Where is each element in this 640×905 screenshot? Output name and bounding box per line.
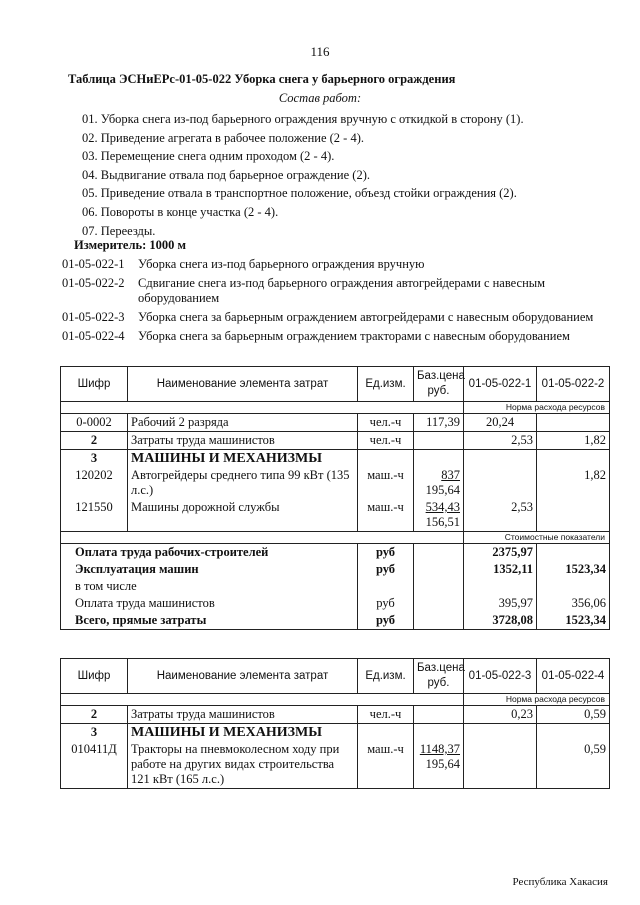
code-item [62,329,602,344]
code-desc: Сдвигание снега из-под барьерного ограждения автогрейдерами с навесным оборудованием [138,276,546,305]
cost-unit: руб [358,561,414,578]
row-value-1 [464,741,537,789]
cost-row [61,544,610,562]
row-value-1 [464,467,537,499]
row-value-2: 1,82 [537,432,610,450]
row-price [414,467,464,499]
cost-value-2: 356,06 [537,595,610,612]
work-item: 05. Приведение отвала в транспортное положение, объезд стойки ограждения (2). [82,186,517,201]
cost-unit: руб [358,612,414,630]
code-item [62,310,602,325]
work-item: 07. Переезды. [82,223,156,238]
resource-table-1 [60,366,610,630]
cost-name: Оплата труда машинистов [61,595,358,612]
row-code: 121550 [61,499,128,532]
section-row [61,724,610,742]
cost-unit: руб [358,595,414,612]
row-price [414,741,464,789]
row-unit: чел.-ч [358,706,414,724]
norm-subheader-row [61,694,610,706]
row-name: Затраты труда машинистов [128,432,358,450]
section-code: 3 [61,724,128,742]
work-item: 04. Выдвигание отвала под барьерное ограждение (2). [82,167,370,182]
row-value-2 [537,414,610,432]
works-list [82,110,524,240]
code-id: 01-05-022-2 [62,276,125,290]
col-header-variant-2: 01-05-022-2 [537,367,610,402]
table-row [61,741,610,789]
code-id: 01-05-022-4 [62,329,125,343]
table-title: Таблица ЭСНиЕРс-01-05-022 Уборка снега у барьерного ограждения [68,72,456,86]
price-wage: 195,64 [425,757,460,771]
code-desc: Уборка снега из-под барьерного ограждения вручную [138,257,425,271]
cost-name: Оплата труда рабочих-строителей [61,544,358,562]
row-unit: чел.-ч [358,414,414,432]
row-value-1: 2,53 [464,432,537,450]
row-unit: чел.-ч [358,432,414,450]
cost-row [61,561,610,578]
cost-value-2: 1523,34 [537,561,610,578]
table-row [61,432,610,450]
table-header-row [61,659,610,694]
row-name: Рабочий 2 разряда [128,414,358,432]
page-number: 116 [310,44,330,59]
row-name: Машины дорожной службы [128,499,358,532]
col-header-price: Баз.цена руб. [414,367,464,402]
row-value-2: 0,59 [537,741,610,789]
code-item [62,276,602,306]
row-price [414,432,464,450]
resource-table-2 [60,658,610,789]
col-header-variant-3: 01-05-022-3 [464,659,537,694]
code-list [62,257,602,348]
cost-value-1: 395,97 [464,595,537,612]
row-value-1: 0,23 [464,706,537,724]
cost-value-1: 2375,97 [464,544,537,562]
price-wage: 195,64 [425,483,460,497]
cost-unit: руб [358,544,414,562]
cost-name: в том числе [61,578,358,595]
work-item: 02. Приведение агрегата в рабочее положение (2 - 4). [82,130,365,145]
footer-region: Республика Хакасия [512,876,608,888]
row-unit: маш.-ч [358,499,414,532]
row-value-2 [537,499,610,532]
cost-value-2: 1523,34 [537,612,610,630]
row-code: 2 [61,706,128,724]
norm-label: Норма расхода ресурсов [464,402,610,414]
section-title: МАШИНЫ И МЕХАНИЗМЫ [128,450,358,468]
code-id: 01-05-022-3 [62,310,125,324]
cost-name: Всего, прямые затраты [61,612,358,630]
price-base: 1148,37 [419,742,460,756]
code-desc: Уборка снега за барьерным ограждением тракторами с навесным оборудованием [138,329,570,343]
cost-value-1: 3728,08 [464,612,537,630]
col-header-unit: Ед.изм. [358,367,414,402]
row-price [414,706,464,724]
table-row [61,467,610,499]
price-base: 534,43 [425,500,460,514]
section-title: МАШИНЫ И МЕХАНИЗМЫ [128,724,358,742]
col-header-price: Баз.цена руб. [414,659,464,694]
price-wage: 156,51 [425,515,460,529]
cost-value-2 [537,544,610,562]
code-desc: Уборка снега за барьерным ограждением автогрейдерами с навесным оборудованием [138,310,594,324]
row-value-1: 2,53 [464,499,537,532]
cost-row [61,612,610,630]
cost-row [61,595,610,612]
norm-subheader-row [61,402,610,414]
col-header-variant-4: 01-05-022-4 [537,659,610,694]
row-value-2: 1,82 [537,467,610,499]
work-item: 03. Перемещение снега одним проходом (2 - 4). [82,149,335,164]
col-header-unit: Ед.изм. [358,659,414,694]
row-name: Затраты труда машинистов [128,706,358,724]
row-unit: маш.-ч [358,741,414,789]
work-item: 06. Повороты в конце участка (2 - 4). [82,204,279,219]
table-row [61,499,610,532]
work-item: 01. Уборка снега из-под барьерного ограждения вручную с откидкой в сторону (1). [82,112,524,126]
col-header-name: Наименование элемента затрат [128,367,358,402]
section-code: 3 [61,450,128,468]
norm-label: Норма расхода ресурсов [464,694,610,706]
row-unit: маш.-ч [358,467,414,499]
table-row [61,414,610,432]
row-code: 2 [61,432,128,450]
row-value-2: 0,59 [537,706,610,724]
row-code: 0-0002 [61,414,128,432]
code-item [62,257,602,272]
row-name: Тракторы на пневмоколесном ходу при работе на других видах строительства 121 кВт (165 л.с.) [128,741,358,789]
section-row [61,450,610,468]
col-header-variant-1: 01-05-022-1 [464,367,537,402]
works-subtitle: Состав работ: [278,91,362,105]
row-code: 120202 [61,467,128,499]
price-base: 837 [441,468,460,482]
col-header-code: Шифр [61,659,128,694]
cost-name: Эксплуатация машин [61,561,358,578]
table-header-row [61,367,610,402]
cost-row [61,578,610,595]
row-price: 117,39 [414,414,464,432]
row-name: Автогрейдеры среднего типа 99 кВт (135 л.с.) [128,467,358,499]
cost-value-1: 1352,11 [464,561,537,578]
cost-subheader-row [61,532,610,544]
code-id: 01-05-022-1 [62,257,125,271]
col-header-code: Шифр [61,367,128,402]
measure-unit: Измеритель: 1000 м [74,238,187,252]
col-header-name: Наименование элемента затрат [128,659,358,694]
row-code: 010411Д [61,741,128,789]
cost-label: Стоимостные показатели [464,532,610,544]
table-row [61,706,610,724]
row-price [414,499,464,532]
row-value-1: 20,24 [464,414,537,432]
